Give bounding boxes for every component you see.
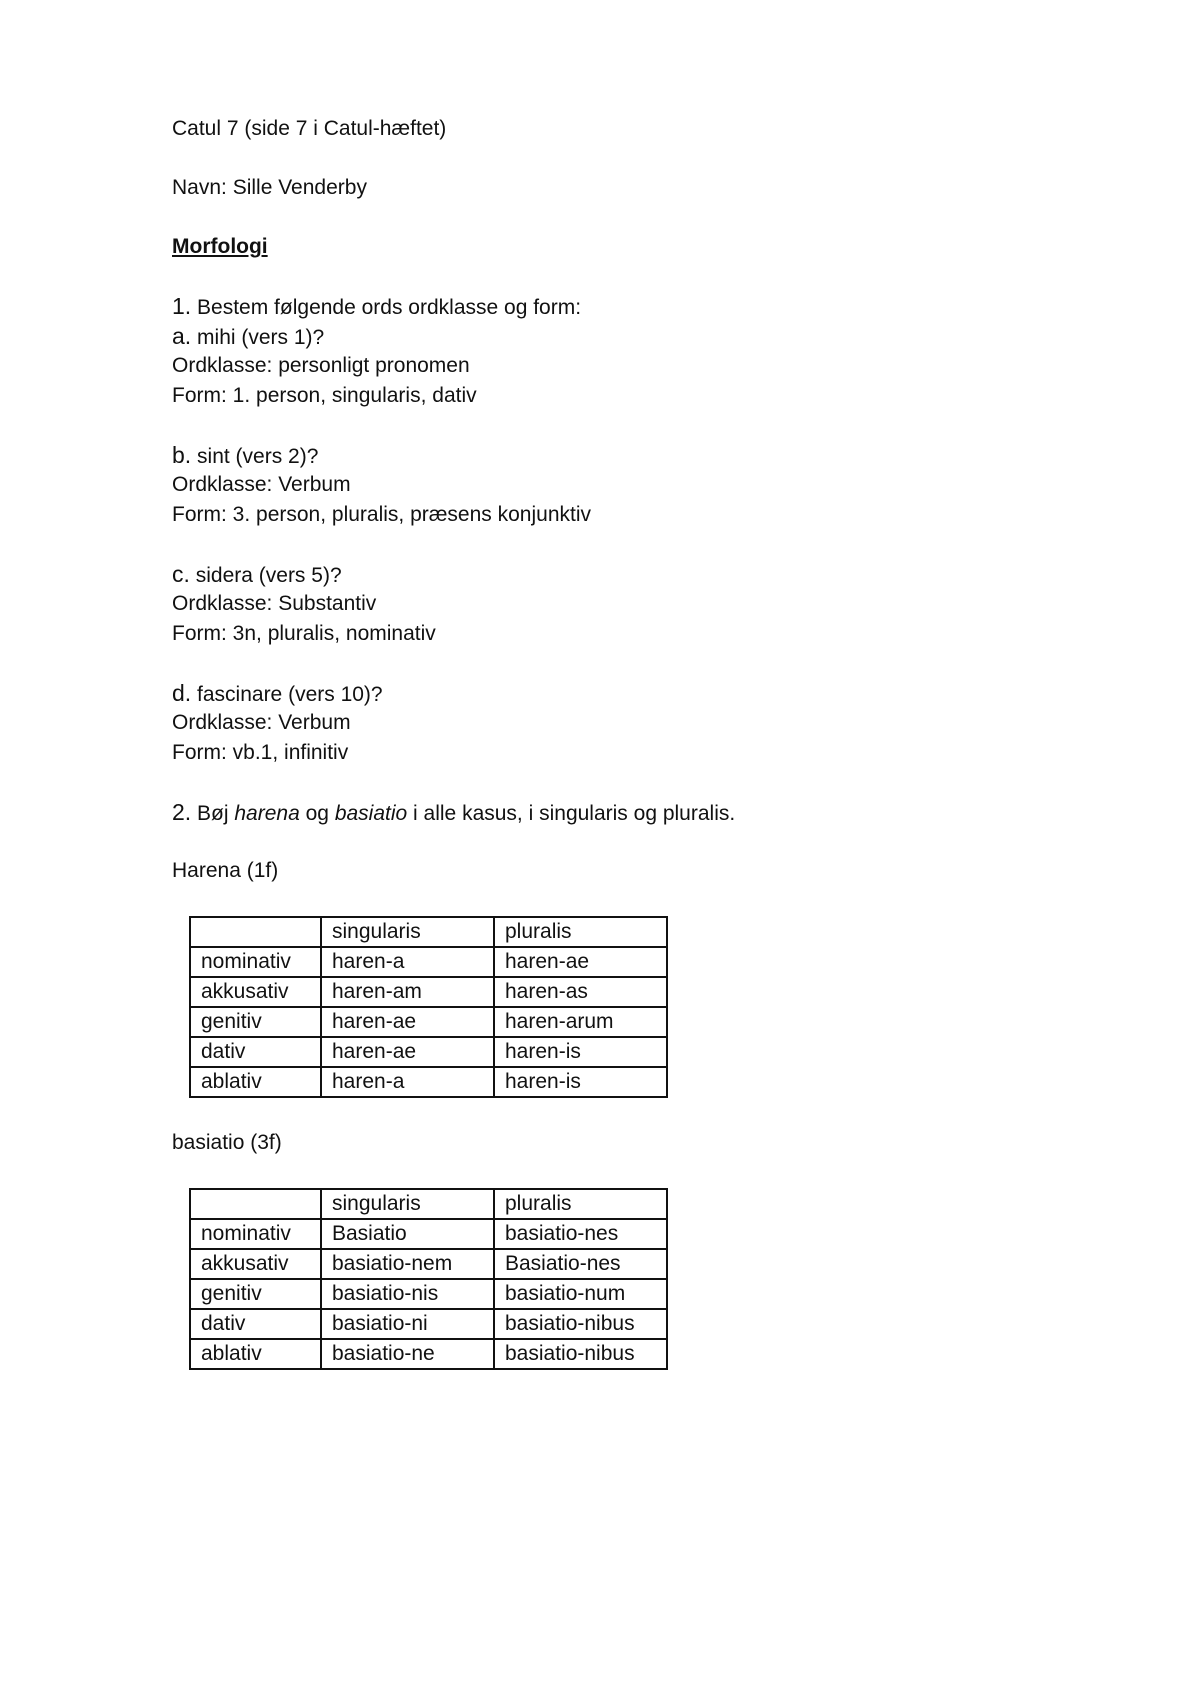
item-b-form: Form: 3. person, pluralis, præsens konjunktiv xyxy=(172,503,592,526)
item-a-form: Form: 1. person, singularis, dativ xyxy=(172,384,477,407)
item-a-word: mihi (vers 1)? xyxy=(197,326,325,349)
table-cell: haren-arum xyxy=(494,1007,667,1037)
question-1-number: 1. xyxy=(172,293,192,319)
table-cell: haren-am xyxy=(321,977,494,1007)
table-cell: basiatio-ni xyxy=(321,1309,494,1339)
question-2-word-harena: harena xyxy=(234,802,300,825)
table-cell-case: ablativ xyxy=(190,1067,321,1097)
item-c-form: Form: 3n, pluralis, nominativ xyxy=(172,622,436,645)
table-cell: Basiatio xyxy=(321,1219,494,1249)
question-2-number: 2. xyxy=(172,799,192,825)
table-row xyxy=(190,1037,667,1067)
table-header-cell: singularis xyxy=(321,1189,494,1219)
table-header-cell: singularis xyxy=(321,917,494,947)
table-cell: haren-as xyxy=(494,977,667,1007)
item-b-ordklasse: Ordklasse: Verbum xyxy=(172,473,351,496)
table-row xyxy=(190,1339,667,1369)
student-name: Navn: Sille Venderby xyxy=(172,176,367,199)
table-cell: haren-ae xyxy=(321,1037,494,1067)
table-row xyxy=(190,1249,667,1279)
document-content xyxy=(172,114,1072,1370)
question-2-prefix: Bøj xyxy=(197,802,229,825)
item-c-letter: c. xyxy=(172,561,190,587)
table-row xyxy=(190,1219,667,1249)
item-d-form: Form: vb.1, infinitiv xyxy=(172,741,349,764)
item-b-word-line xyxy=(172,440,1072,470)
item-d-word: fascinare (vers 10)? xyxy=(197,683,383,706)
table-2-caption: basiatio (3f) xyxy=(172,1131,282,1154)
declension-table-harena xyxy=(189,916,668,1098)
table-row xyxy=(190,1067,667,1097)
table-cell-case: dativ xyxy=(190,1037,321,1067)
table-row xyxy=(190,1279,667,1309)
item-b-letter: b. xyxy=(172,442,192,468)
item-d-letter: d. xyxy=(172,680,192,706)
table-cell-case: genitiv xyxy=(190,1279,321,1309)
question-2-suffix: i alle kasus, i singularis og pluralis. xyxy=(413,802,736,825)
table-row xyxy=(190,1309,667,1339)
table-cell-case: nominativ xyxy=(190,947,321,977)
table-cell: basiatio-nem xyxy=(321,1249,494,1279)
table-cell: basiatio-nibus xyxy=(494,1339,667,1369)
table-cell: haren-a xyxy=(321,947,494,977)
item-c-ordklasse: Ordklasse: Substantiv xyxy=(172,592,377,615)
table-cell: haren-is xyxy=(494,1037,667,1067)
item-c-word-line xyxy=(172,559,1072,589)
table-header-cell: pluralis xyxy=(494,917,667,947)
table-cell: Basiatio-nes xyxy=(494,1249,667,1279)
table-header-cell xyxy=(190,1189,321,1219)
table-header-cell: pluralis xyxy=(494,1189,667,1219)
table-cell: haren-ae xyxy=(494,947,667,977)
table-cell-case: dativ xyxy=(190,1309,321,1339)
question-1-text: Bestem følgende ords ordklasse og form: xyxy=(197,296,582,319)
item-a-word-line xyxy=(172,321,1072,351)
item-a-ordklasse: Ordklasse: personligt pronomen xyxy=(172,354,470,377)
table-row xyxy=(190,947,667,977)
item-b-word: sint (vers 2)? xyxy=(197,445,319,468)
question-2-mid: og xyxy=(305,802,329,825)
table-cell-case: genitiv xyxy=(190,1007,321,1037)
item-d-ordklasse: Ordklasse: Verbum xyxy=(172,711,351,734)
table-cell: basiatio-ne xyxy=(321,1339,494,1369)
table-header-row xyxy=(190,917,667,947)
item-a-letter: a. xyxy=(172,323,192,349)
table-header-cell xyxy=(190,917,321,947)
question-2-word-basiatio: basiatio xyxy=(334,802,408,825)
table-cell: basiatio-nes xyxy=(494,1219,667,1249)
table-cell: haren-is xyxy=(494,1067,667,1097)
section-heading: Morfologi xyxy=(172,235,268,258)
table-cell-case: akkusativ xyxy=(190,977,321,1007)
declension-table-basiatio xyxy=(189,1188,668,1370)
item-c-word: sidera (vers 5)? xyxy=(195,564,342,587)
item-d-word-line xyxy=(172,678,1072,708)
document-title: Catul 7 (side 7 i Catul-hæftet) xyxy=(172,117,447,140)
table-cell: basiatio-nis xyxy=(321,1279,494,1309)
table-cell: basiatio-num xyxy=(494,1279,667,1309)
table-cell-case: nominativ xyxy=(190,1219,321,1249)
table-cell-case: ablativ xyxy=(190,1339,321,1369)
question-1 xyxy=(172,291,1072,321)
table-cell: haren-a xyxy=(321,1067,494,1097)
table-1-caption: Harena (1f) xyxy=(172,859,279,882)
table-row xyxy=(190,977,667,1007)
table-cell: basiatio-nibus xyxy=(494,1309,667,1339)
table-header-row xyxy=(190,1189,667,1219)
question-2 xyxy=(172,797,1072,827)
table-row xyxy=(190,1007,667,1037)
table-cell-case: akkusativ xyxy=(190,1249,321,1279)
table-cell: haren-ae xyxy=(321,1007,494,1037)
